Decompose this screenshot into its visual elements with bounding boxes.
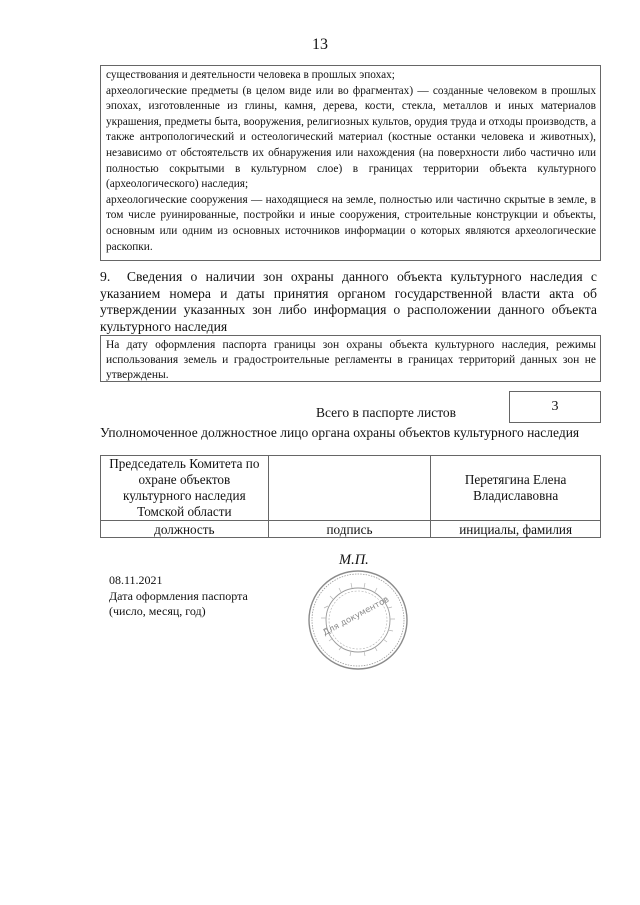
- section-title: Сведения о наличии зон охраны данного объекта культурного наследия с указанием номера и даты принятия органом государственной власти акта об утверждении указанных зон либо информация о расположении данного объекта культурного наследия: [100, 269, 597, 334]
- definition-line: археологические сооружения — находящиеся на земле, полностью или частично скрытые в земле, в том числе руинированные, постройки и иные сооружения, строительные конструкции и объекты, основным или одним из основных источников информации о которых являются археологические раскопки.: [106, 193, 596, 253]
- position-cell: Председатель Комитета по охране объектов культурного наследия Томской области: [101, 456, 269, 521]
- section-9-heading: [100, 269, 597, 335]
- sheets-label: Всего в паспорте листов: [316, 405, 457, 420]
- stamp-inner-text: Для документов: [321, 594, 391, 639]
- signature-cell: [268, 456, 431, 521]
- definition-line: существования и деятельности человека в прошлых эпохах;: [106, 69, 395, 81]
- stamp-placeholder-label: М.П.: [339, 552, 369, 568]
- sheets-count: 3: [509, 391, 601, 423]
- issue-date: 08.11.2021: [109, 573, 163, 587]
- definition-line: археологические предметы (в целом виде или во фрагментах) — созданные человеком в прошлых эпохах, изготовленные из глины, камня, дерева, кости, стекла, металлов и иных материалов украшения, предметы быта, вооружения, религиозных культов, орудия труда и отходы производств, а также антропологический и остеологический материал (костные останки человека и животных), независимо от обстоятельств их обнаружения или нахождения (на поверхности либо частично или полностью сокрытыми в культурном слое) в границах территории объекта культурного (археологического) наследия;: [106, 84, 596, 191]
- signature-caption: подпись: [268, 521, 431, 538]
- name-caption: инициалы, фамилия: [431, 521, 601, 538]
- page-number: 13: [312, 36, 328, 53]
- issue-date-hint: (число, месяц, год): [109, 604, 206, 618]
- position-caption: должность: [101, 521, 269, 538]
- issue-date-label: Дата оформления паспорта: [109, 588, 248, 603]
- section-number: 9.: [100, 269, 111, 284]
- name-cell: Перетягина Елена Владиславовна: [431, 456, 601, 521]
- archaeology-definitions-box: [100, 65, 601, 261]
- official-seal-icon: [304, 568, 412, 672]
- section-answer: На дату оформления паспорта границы зон охраны объекта культурного наследия, режимы использования земель и градостроительные регламенты в границах территорий данных зон не утверждены.: [106, 339, 596, 381]
- official-label: Уполномоченное должностное лицо органа охраны объектов культурного наследия: [100, 425, 580, 440]
- signature-table: [100, 455, 601, 538]
- section-9-answer-box: [100, 335, 601, 382]
- date-block: [109, 573, 248, 620]
